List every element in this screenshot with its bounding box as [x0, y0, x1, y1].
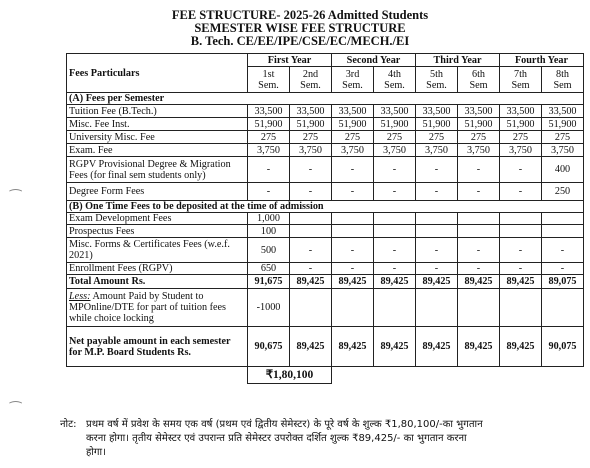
fee-row — [67, 131, 584, 144]
fee-cell: 89,075 — [542, 275, 584, 289]
fee-cell: 275 — [374, 131, 416, 144]
fee-cell: 51,900 — [458, 118, 500, 131]
semester-header — [458, 67, 500, 93]
fee-row — [67, 225, 584, 238]
fee-row-label: Exam Development Fees — [67, 213, 248, 225]
document-title — [100, 9, 500, 48]
fee-row — [67, 183, 584, 201]
fee-row — [67, 275, 584, 289]
fee-cell: 89,425 — [374, 275, 416, 289]
fee-row-label: Enrollment Fees (RGPV) — [67, 263, 248, 275]
semester-header — [416, 67, 458, 93]
fee-cell: 89,425 — [416, 327, 458, 367]
fee-cell: 275 — [542, 131, 584, 144]
semester-header — [542, 67, 584, 93]
fee-cell — [416, 213, 458, 225]
fee-cell: 89,425 — [332, 275, 374, 289]
punch-mark-icon: ⁀ — [10, 191, 22, 206]
fee-cell: 89,425 — [458, 275, 500, 289]
fee-row-label: Exam. Fee — [67, 144, 248, 157]
fee-cell: 33,500 — [332, 105, 374, 118]
fee-cell: -1000 — [248, 289, 290, 327]
section-a-heading: (A) Fees per Semester — [67, 93, 584, 105]
fee-cell: 89,425 — [500, 327, 542, 367]
semester-number: 6th — [471, 68, 486, 80]
empty-cell — [332, 367, 584, 384]
fee-cell — [542, 225, 584, 238]
fee-cell: - — [374, 157, 416, 183]
fee-cell: 400 — [542, 157, 584, 183]
semester-number: 2nd — [302, 68, 319, 80]
fee-cell: - — [458, 157, 500, 183]
fee-row-label: Misc. Fee Inst. — [67, 118, 248, 131]
semester-number: 8th — [555, 68, 570, 80]
fee-row — [67, 144, 584, 157]
fee-cell — [332, 289, 374, 327]
semester-suffix: Sem. — [426, 79, 447, 91]
fee-cell: 500 — [248, 238, 290, 263]
fee-row — [67, 238, 584, 263]
section-b-heading: (B) One Time Fees to be deposited at the time of admission — [67, 201, 584, 213]
first-year-total-row — [67, 367, 584, 384]
fee-cell — [500, 289, 542, 327]
fee-row-label: Prospectus Fees — [67, 225, 248, 238]
fee-cell: 51,900 — [374, 118, 416, 131]
fee-cell — [374, 289, 416, 327]
semester-header — [500, 67, 542, 93]
fee-cell — [500, 225, 542, 238]
title-line-1: FEE STRUCTURE- 2025-26 Admitted Students — [171, 8, 429, 22]
fee-cell: 3,750 — [458, 144, 500, 157]
fee-cell: - — [458, 183, 500, 201]
title-line-3: B. Tech. CE/EE/IPE/CSE/EC/MECH./EI — [190, 34, 410, 48]
less-prefix: Less: — [69, 291, 91, 302]
fee-table — [66, 53, 584, 384]
fee-cell: 51,900 — [542, 118, 584, 131]
fee-cell: 89,425 — [374, 327, 416, 367]
year-header-third: Third Year — [416, 54, 500, 67]
fee-row — [67, 263, 584, 275]
semester-header — [374, 67, 416, 93]
fee-cell: 275 — [458, 131, 500, 144]
fee-cell: 275 — [332, 131, 374, 144]
fee-cell: 51,900 — [416, 118, 458, 131]
fee-cell: 33,500 — [416, 105, 458, 118]
fee-cell: 33,500 — [290, 105, 332, 118]
semester-number: 5th — [429, 68, 444, 80]
fee-cell: 89,425 — [290, 327, 332, 367]
fee-cell: - — [248, 157, 290, 183]
fee-cell: 51,900 — [248, 118, 290, 131]
fee-cell: - — [500, 238, 542, 263]
fee-cell: 91,675 — [248, 275, 290, 289]
note-label: नोट: — [60, 419, 77, 430]
fee-row — [67, 213, 584, 225]
fee-cell: 33,500 — [458, 105, 500, 118]
fee-cell: - — [500, 183, 542, 201]
fee-row-label: Tuition Fee (B.Tech.) — [67, 105, 248, 118]
fees-particulars-header: Fees Particulars — [67, 54, 248, 93]
fee-cell: 100 — [248, 225, 290, 238]
fee-cell: 275 — [416, 131, 458, 144]
fee-cell: 3,750 — [374, 144, 416, 157]
fee-cell — [458, 289, 500, 327]
fee-cell: 275 — [248, 131, 290, 144]
fee-row — [67, 105, 584, 118]
fee-cell: 33,500 — [374, 105, 416, 118]
fee-cell — [500, 213, 542, 225]
less-text: Amount Paid by Student to MPOnline/DTE for part of tuition fees while choice locking — [69, 291, 227, 324]
fee-cell: 89,425 — [416, 275, 458, 289]
fee-cell: - — [416, 157, 458, 183]
fee-cell: 3,750 — [248, 144, 290, 157]
note — [60, 418, 580, 460]
fee-cell: - — [290, 238, 332, 263]
fee-cell: 3,750 — [542, 144, 584, 157]
fee-cell — [374, 225, 416, 238]
fee-cell: 33,500 — [500, 105, 542, 118]
fee-cell: - — [248, 183, 290, 201]
fee-cell — [332, 225, 374, 238]
semester-suffix: Sem — [511, 79, 530, 91]
fee-cell — [416, 289, 458, 327]
fee-cell — [374, 213, 416, 225]
fee-cell: 3,750 — [500, 144, 542, 157]
fee-cell: 51,900 — [500, 118, 542, 131]
fee-cell — [290, 225, 332, 238]
fee-cell: 89,425 — [458, 327, 500, 367]
fee-cell: - — [458, 238, 500, 263]
fee-cell: 89,425 — [500, 275, 542, 289]
fee-cell: 89,425 — [332, 327, 374, 367]
semester-suffix: Sem. — [342, 79, 363, 91]
fee-cell: 3,750 — [290, 144, 332, 157]
fee-row — [67, 289, 584, 327]
fee-row-label: Degree Form Fees — [67, 183, 248, 201]
fee-cell: - — [542, 238, 584, 263]
fee-cell: 250 — [542, 183, 584, 201]
semester-number: 7th — [513, 68, 528, 80]
fee-cell: 275 — [500, 131, 542, 144]
fee-cell: 3,750 — [332, 144, 374, 157]
semester-number: 3rd — [345, 68, 360, 80]
fee-cell: - — [416, 183, 458, 201]
semester-suffix: Sem — [469, 79, 488, 91]
fee-cell: 51,900 — [332, 118, 374, 131]
fee-cell — [290, 213, 332, 225]
fee-cell: - — [332, 238, 374, 263]
fee-cell: - — [290, 183, 332, 201]
fee-row-label: Misc. Forms & Certificates Fees (w.e.f. 2021) — [67, 238, 248, 263]
fee-cell: - — [290, 263, 332, 275]
fee-cell: 275 — [290, 131, 332, 144]
fee-cell: 3,750 — [416, 144, 458, 157]
fee-row — [67, 327, 584, 367]
fee-cell: - — [332, 263, 374, 275]
fee-cell — [332, 213, 374, 225]
punch-mark-icon: ⁀ — [10, 403, 22, 418]
semester-suffix: Sem — [553, 79, 572, 91]
fee-cell: - — [290, 157, 332, 183]
semester-suffix: Sem. — [384, 79, 405, 91]
fee-cell — [542, 213, 584, 225]
year-header-second: Second Year — [332, 54, 416, 67]
fee-cell — [416, 225, 458, 238]
fee-cell — [458, 213, 500, 225]
fee-cell — [290, 289, 332, 327]
fee-cell: - — [500, 263, 542, 275]
year-header-fourth: Fourth Year — [500, 54, 584, 67]
fee-cell: - — [542, 263, 584, 275]
fee-cell: 89,425 — [290, 275, 332, 289]
year-header-first: First Year — [248, 54, 332, 67]
fee-row — [67, 157, 584, 183]
note-line-1: प्रथम वर्ष में प्रवेश के समय एक वर्ष (प्रथम एवं द्वितीय सेमेस्टर) के पूरे वर्ष के शुल्क ₹1,80,100/-का भुगतान — [86, 419, 483, 430]
fee-cell — [458, 225, 500, 238]
semester-suffix: Sem. — [258, 79, 279, 91]
first-year-total: ₹1,80,100 — [248, 367, 332, 384]
fee-cell: - — [374, 263, 416, 275]
fee-cell: 51,900 — [290, 118, 332, 131]
fee-cell: 90,075 — [542, 327, 584, 367]
fee-cell — [542, 289, 584, 327]
fee-cell: - — [374, 238, 416, 263]
fee-cell: 33,500 — [542, 105, 584, 118]
semester-header — [332, 67, 374, 93]
fee-cell: - — [332, 183, 374, 201]
fee-row-label: University Misc. Fee — [67, 131, 248, 144]
fee-cell: - — [416, 238, 458, 263]
fee-cell: - — [458, 263, 500, 275]
fee-cell: 650 — [248, 263, 290, 275]
fee-row-label: Total Amount Rs. — [67, 275, 248, 289]
title-line-2: SEMESTER WISE FEE STRUCTURE — [194, 21, 406, 35]
semester-suffix: Sem. — [300, 79, 321, 91]
semester-header — [290, 67, 332, 93]
empty-cell — [67, 367, 248, 384]
fee-cell: - — [332, 157, 374, 183]
fee-row-label — [67, 289, 248, 327]
fee-cell: - — [374, 183, 416, 201]
note-line-3: होगा। — [86, 447, 106, 458]
fee-cell: 90,675 — [248, 327, 290, 367]
semester-number: 4th — [387, 68, 402, 80]
fee-row-label: RGPV Provisional Degree & Migration Fees (for final sem students only) — [67, 157, 248, 183]
fee-row — [67, 118, 584, 131]
fee-row-label: Net payable amount in each semester for M.P. Board Students Rs. — [67, 327, 248, 367]
fee-cell: 1,000 — [248, 213, 290, 225]
fee-cell: 33,500 — [248, 105, 290, 118]
semester-number: 1st — [262, 68, 275, 80]
semester-header — [248, 67, 290, 93]
fee-cell: - — [500, 157, 542, 183]
note-line-2: करना होगा। तृतीय सेमेस्टर एवं उपरान्त प्रति सेमेस्टर उपरोक्त दर्शित शुल्क ₹89,425/- का भुगतान करना — [86, 433, 467, 444]
fee-cell: - — [416, 263, 458, 275]
section-b-row — [67, 201, 584, 213]
